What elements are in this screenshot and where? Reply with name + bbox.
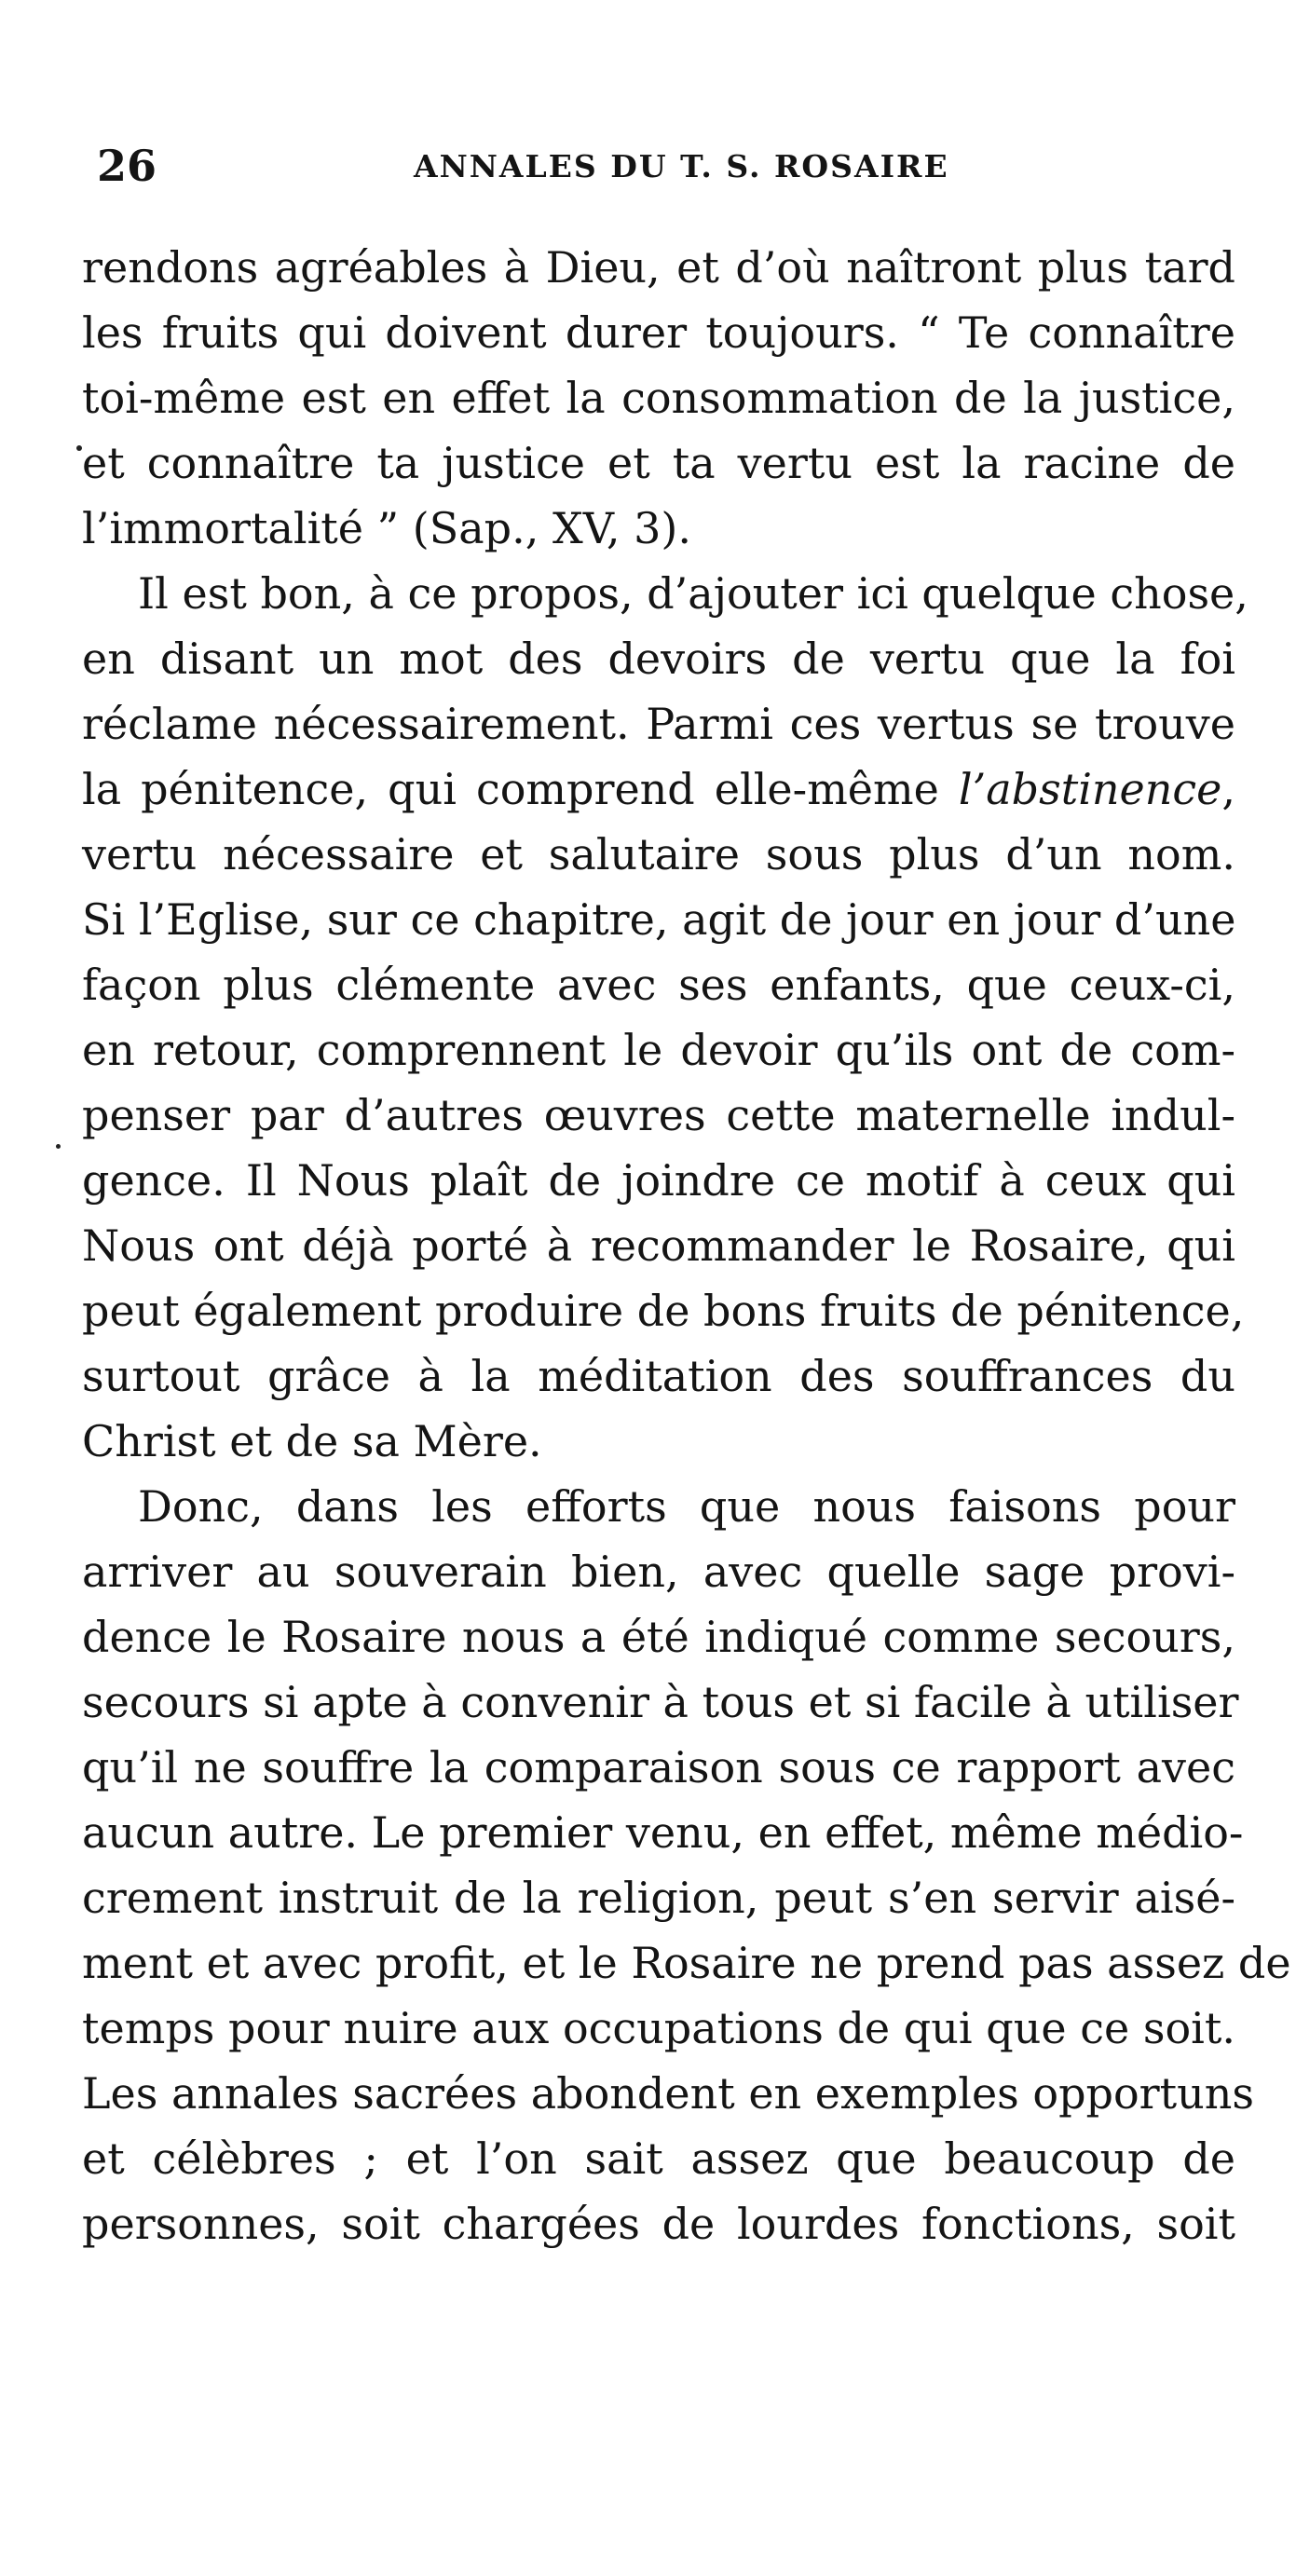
text-line: en retour, comprennent le devoir qu’ils ont de com- [82,1025,1235,1075]
text-line: aucun autre. Le premier venu, en effet, même médio- [82,1807,1244,1858]
text-line: peut également produire de bons fruits de pénitence, [82,1286,1245,1336]
text-line: et célèbres ; et l’on sait assez que beaucoup de [82,2133,1235,2184]
text-line: et connaître ta justice et ta vertu est la racine de [82,438,1235,488]
text-line: les fruits qui doivent durer toujours. “ Te connaître [82,307,1235,358]
text-line: gence. Il Nous plaît de joindre ce motif à ceux qui [82,1155,1235,1206]
running-head [97,138,1235,194]
print-speck [76,445,82,451]
italic-term: l’abstinence [958,764,1222,814]
page-number: 26 [97,141,157,191]
text-line: Les annales sacrées abondent en exemples opportuns [82,2068,1255,2119]
text-line: penser par d’autres œuvres cette maternelle indul- [82,1090,1235,1140]
text-line: l’immortalité ” (Sap., XV, 3). [82,503,691,553]
body-text [82,235,1291,2256]
text-segment: , [1221,764,1235,814]
text-line: vertu nécessaire et salutaire sous plus d’un nom. [82,829,1235,879]
paragraph-start-line: Il est bon, à ce propos, d’ajouter ici quelque chose, [138,568,1248,619]
text-line: secours si apte à convenir à tous et si facile à utiliser [82,1677,1239,1727]
text-line: en disant un mot des devoirs de vertu que la foi [82,634,1235,684]
text-line: réclame nécessairement. Parmi ces vertus se trouve [82,699,1235,749]
paragraph-start-line: Donc, dans les efforts que nous faisons pour [138,1481,1235,1532]
text-line: dence le Rosaire nous a été indiqué comme secours, [82,1612,1235,1662]
text-line: rendons agréables à Dieu, et d’où naîtront plus tard [82,242,1235,293]
text-line: façon plus clémente avec ses enfants, que ceux-ci, [82,960,1235,1010]
text-line: qu’il ne souffre la comparaison sous ce rapport avec [82,1742,1235,1792]
text-line: temps pour nuire aux occupations de qui que ce soit. [82,2003,1235,2053]
text-line: surtout grâce à la méditation des souffrances du [82,1351,1235,1401]
print-speck [56,1144,61,1149]
text-line-with-italic [82,756,1235,822]
text-line: arriver au souverain bien, avec quelle sage provi- [82,1547,1235,1597]
text-line: crement instruit de la religion, peut s’en servir aisé- [82,1873,1235,1923]
text-line: Christ et de sa Mère. [82,1416,542,1466]
running-title: ANNALES DU T. S. ROSAIRE [414,148,949,184]
text-line: Si l’Eglise, sur ce chapitre, agit de jour en jour d’une [82,894,1236,945]
text-line: toi-même est en effet la consommation de la justice, [82,373,1235,423]
text-line: Nous ont déjà porté à recommander le Rosaire, qui [82,1220,1235,1271]
text-segment: la pénitence, qui comprend elle-même [82,764,959,814]
text-line: personnes, soit chargées de lourdes fonctions, soit [82,2199,1235,2249]
text-line: ment et avec profit, et le Rosaire ne prend pas assez de [82,1938,1291,1988]
